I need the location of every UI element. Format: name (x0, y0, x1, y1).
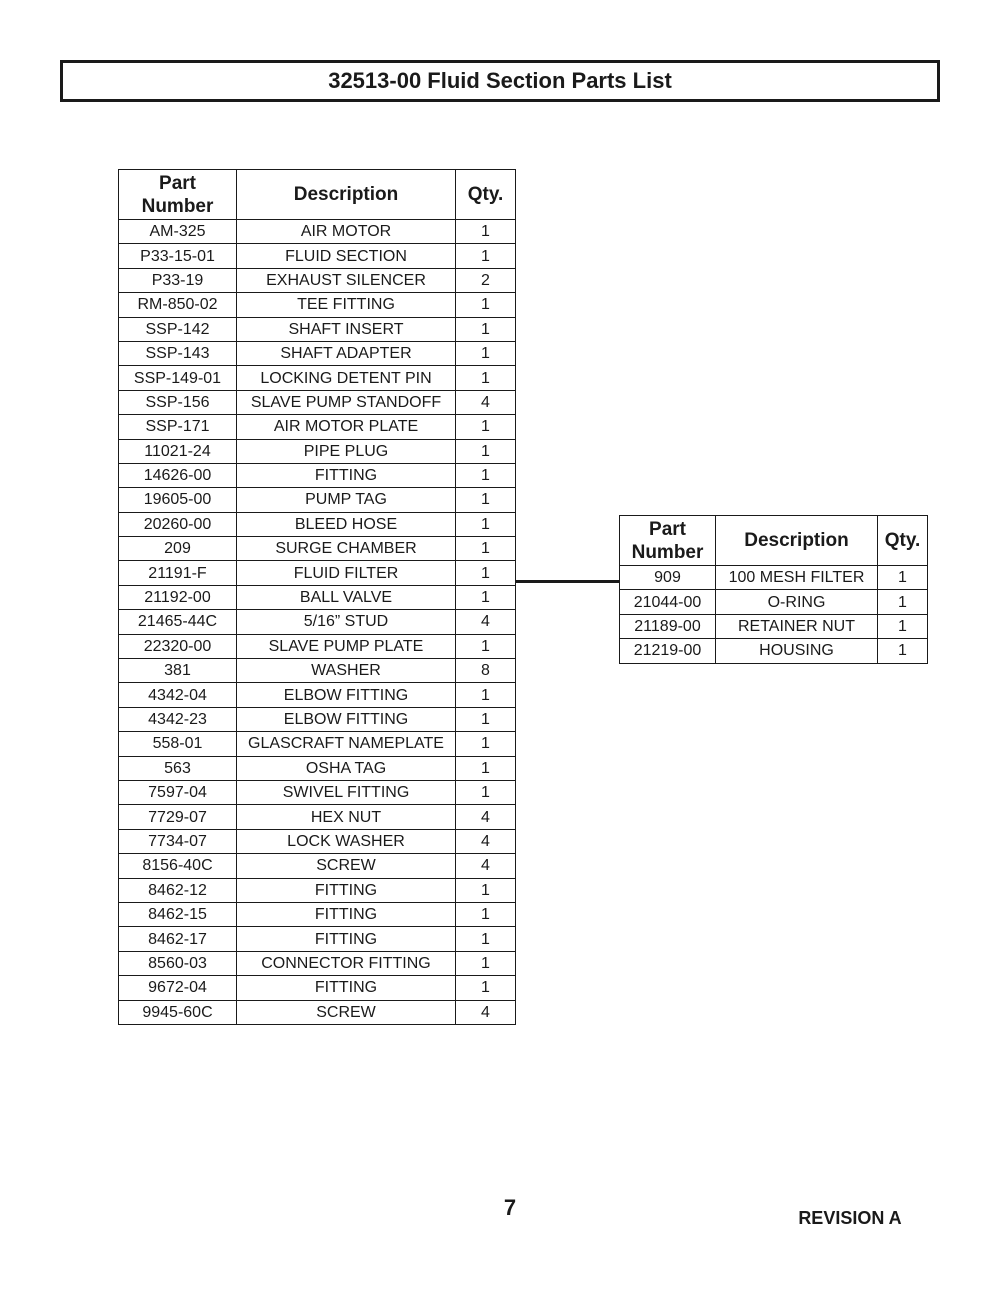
part-number-cell: SSP-143 (119, 341, 237, 365)
description-cell: FITTING (237, 878, 456, 902)
description-header: Description (237, 170, 456, 220)
description-cell: FITTING (237, 463, 456, 487)
table-row (119, 317, 516, 341)
description-cell: SHAFT INSERT (237, 317, 456, 341)
qty-cell: 1 (456, 951, 516, 975)
qty-cell: 1 (878, 566, 928, 590)
table-row (119, 293, 516, 317)
table-row (119, 244, 516, 268)
description-cell: SLAVE PUMP STANDOFF (237, 390, 456, 414)
part-number-cell: AM-325 (119, 220, 237, 244)
part-number-cell: 9945-60C (119, 1000, 237, 1024)
part-number-cell: 21044-00 (620, 590, 716, 614)
description-cell: SCREW (237, 854, 456, 878)
qty-cell: 1 (456, 780, 516, 804)
part-number-cell: 8462-17 (119, 927, 237, 951)
qty-cell: 1 (456, 244, 516, 268)
connector-line (515, 580, 619, 583)
description-cell: FLUID FILTER (237, 561, 456, 585)
qty-cell: 4 (456, 805, 516, 829)
description-cell: SLAVE PUMP PLATE (237, 634, 456, 658)
table-row (119, 537, 516, 561)
description-cell: GLASCRAFT NAMEPLATE (237, 732, 456, 756)
table-row (119, 439, 516, 463)
table-row (620, 566, 928, 590)
table-row (119, 610, 516, 634)
part-number-cell: SSP-156 (119, 390, 237, 414)
qty-cell: 8 (456, 659, 516, 683)
table-row (119, 390, 516, 414)
table-row (119, 488, 516, 512)
part-number-cell: 21219-00 (620, 639, 716, 663)
part-number-cell: 21465-44C (119, 610, 237, 634)
part-number-cell: SSP-149-01 (119, 366, 237, 390)
qty-cell: 1 (456, 537, 516, 561)
table-row (119, 341, 516, 365)
table-row (119, 585, 516, 609)
description-cell: LOCKING DETENT PIN (237, 366, 456, 390)
table-row (119, 878, 516, 902)
qty-cell: 1 (456, 976, 516, 1000)
part-number-cell: 8560-03 (119, 951, 237, 975)
qty-cell: 1 (456, 488, 516, 512)
qty-cell: 1 (456, 561, 516, 585)
description-cell: SURGE CHAMBER (237, 537, 456, 561)
table-row (119, 366, 516, 390)
qty-cell: 1 (456, 341, 516, 365)
part-number-cell: 209 (119, 537, 237, 561)
part-header-line2: Number (141, 195, 214, 217)
description-cell: FITTING (237, 927, 456, 951)
table-row (119, 634, 516, 658)
qty-cell: 1 (456, 927, 516, 951)
table-row (119, 415, 516, 439)
qty-cell: 1 (456, 585, 516, 609)
table-row (119, 756, 516, 780)
filter-table-header-row (620, 516, 928, 566)
part-number-cell: 8462-15 (119, 902, 237, 926)
qty-cell: 1 (456, 732, 516, 756)
qty-cell: 1 (456, 415, 516, 439)
qty-cell: 2 (456, 268, 516, 292)
qty-cell: 4 (456, 390, 516, 414)
qty-cell: 1 (456, 366, 516, 390)
part-number-cell: 19605-00 (119, 488, 237, 512)
part-number-cell: 21192-00 (119, 585, 237, 609)
part-number-cell: SSP-171 (119, 415, 237, 439)
part-header-line2: Number (631, 541, 704, 563)
table-row (119, 463, 516, 487)
part-number-cell: 8156-40C (119, 854, 237, 878)
qty-cell: 1 (456, 463, 516, 487)
table-row (119, 220, 516, 244)
part-number-cell: 7734-07 (119, 829, 237, 853)
part-number-cell: 21191-F (119, 561, 237, 585)
table-row (119, 780, 516, 804)
table-row (620, 614, 928, 638)
table-row (119, 951, 516, 975)
part-number-header (119, 170, 237, 220)
part-number-cell: 22320-00 (119, 634, 237, 658)
description-cell: BALL VALVE (237, 585, 456, 609)
description-cell: FITTING (237, 976, 456, 1000)
part-header-line1: Part (649, 518, 686, 540)
description-cell: ELBOW FITTING (237, 683, 456, 707)
qty-cell: 1 (456, 683, 516, 707)
part-number-cell: 563 (119, 756, 237, 780)
page-title-text: 32513-00 Fluid Section Parts List (328, 68, 672, 93)
qty-cell: 1 (456, 756, 516, 780)
main-parts-table (118, 169, 516, 1025)
qty-cell: 1 (456, 439, 516, 463)
description-cell: O-RING (716, 590, 878, 614)
table-row (119, 902, 516, 926)
description-cell: EXHAUST SILENCER (237, 268, 456, 292)
description-header: Description (716, 516, 878, 566)
description-cell: TEE FITTING (237, 293, 456, 317)
qty-cell: 4 (456, 1000, 516, 1024)
description-cell: OSHA TAG (237, 756, 456, 780)
revision-label: REVISION A (798, 1208, 902, 1228)
qty-header: Qty. (878, 516, 928, 566)
table-row (119, 707, 516, 731)
qty-cell: 1 (456, 220, 516, 244)
qty-cell: 1 (456, 512, 516, 536)
description-cell: RETAINER NUT (716, 614, 878, 638)
part-number-cell: RM-850-02 (119, 293, 237, 317)
table-row (119, 561, 516, 585)
description-cell: SCREW (237, 1000, 456, 1024)
part-number-cell: 21189-00 (620, 614, 716, 638)
table-row (119, 268, 516, 292)
table-row (119, 659, 516, 683)
part-number-cell: P33-15-01 (119, 244, 237, 268)
part-number-cell: 558-01 (119, 732, 237, 756)
table-row (119, 805, 516, 829)
qty-cell: 1 (456, 878, 516, 902)
description-cell: 100 MESH FILTER (716, 566, 878, 590)
filter-parts-table (619, 515, 928, 664)
part-number-cell: 7597-04 (119, 780, 237, 804)
table-row (620, 590, 928, 614)
qty-cell: 1 (878, 614, 928, 638)
description-cell: BLEED HOSE (237, 512, 456, 536)
qty-cell: 1 (878, 590, 928, 614)
filter-table-body (620, 566, 928, 664)
table-row (119, 1000, 516, 1024)
description-cell: FLUID SECTION (237, 244, 456, 268)
main-table-header-row (119, 170, 516, 220)
qty-cell: 1 (456, 634, 516, 658)
qty-cell: 1 (456, 293, 516, 317)
table-row (119, 927, 516, 951)
qty-cell: 1 (456, 707, 516, 731)
part-number-cell: 14626-00 (119, 463, 237, 487)
description-cell: 5/16” STUD (237, 610, 456, 634)
description-cell: AIR MOTOR (237, 220, 456, 244)
part-header-line1: Part (159, 172, 196, 194)
page-title (60, 60, 940, 102)
qty-cell: 4 (456, 610, 516, 634)
part-number-cell: SSP-142 (119, 317, 237, 341)
qty-cell: 1 (456, 902, 516, 926)
part-number-cell: 381 (119, 659, 237, 683)
qty-header: Qty. (456, 170, 516, 220)
page-number: 7 (503, 1195, 517, 1220)
qty-cell: 4 (456, 829, 516, 853)
part-number-cell: 9672-04 (119, 976, 237, 1000)
description-cell: FITTING (237, 902, 456, 926)
description-cell: HEX NUT (237, 805, 456, 829)
part-number-cell: 20260-00 (119, 512, 237, 536)
part-number-cell: 8462-12 (119, 878, 237, 902)
part-number-cell: 4342-04 (119, 683, 237, 707)
description-cell: ELBOW FITTING (237, 707, 456, 731)
main-table-body (119, 220, 516, 1025)
part-number-header (620, 516, 716, 566)
qty-cell: 4 (456, 854, 516, 878)
description-cell: SHAFT ADAPTER (237, 341, 456, 365)
description-cell: AIR MOTOR PLATE (237, 415, 456, 439)
description-cell: SWIVEL FITTING (237, 780, 456, 804)
part-number-cell: 7729-07 (119, 805, 237, 829)
table-row (620, 639, 928, 663)
table-row (119, 683, 516, 707)
table-row (119, 732, 516, 756)
description-cell: LOCK WASHER (237, 829, 456, 853)
description-cell: CONNECTOR FITTING (237, 951, 456, 975)
qty-cell: 1 (456, 317, 516, 341)
table-row (119, 512, 516, 536)
description-cell: PUMP TAG (237, 488, 456, 512)
part-number-cell: 909 (620, 566, 716, 590)
part-number-cell: 11021-24 (119, 439, 237, 463)
part-number-cell: 4342-23 (119, 707, 237, 731)
table-row (119, 854, 516, 878)
table-row (119, 976, 516, 1000)
qty-cell: 1 (878, 639, 928, 663)
part-number-cell: P33-19 (119, 268, 237, 292)
description-cell: HOUSING (716, 639, 878, 663)
description-cell: WASHER (237, 659, 456, 683)
description-cell: PIPE PLUG (237, 439, 456, 463)
table-row (119, 829, 516, 853)
